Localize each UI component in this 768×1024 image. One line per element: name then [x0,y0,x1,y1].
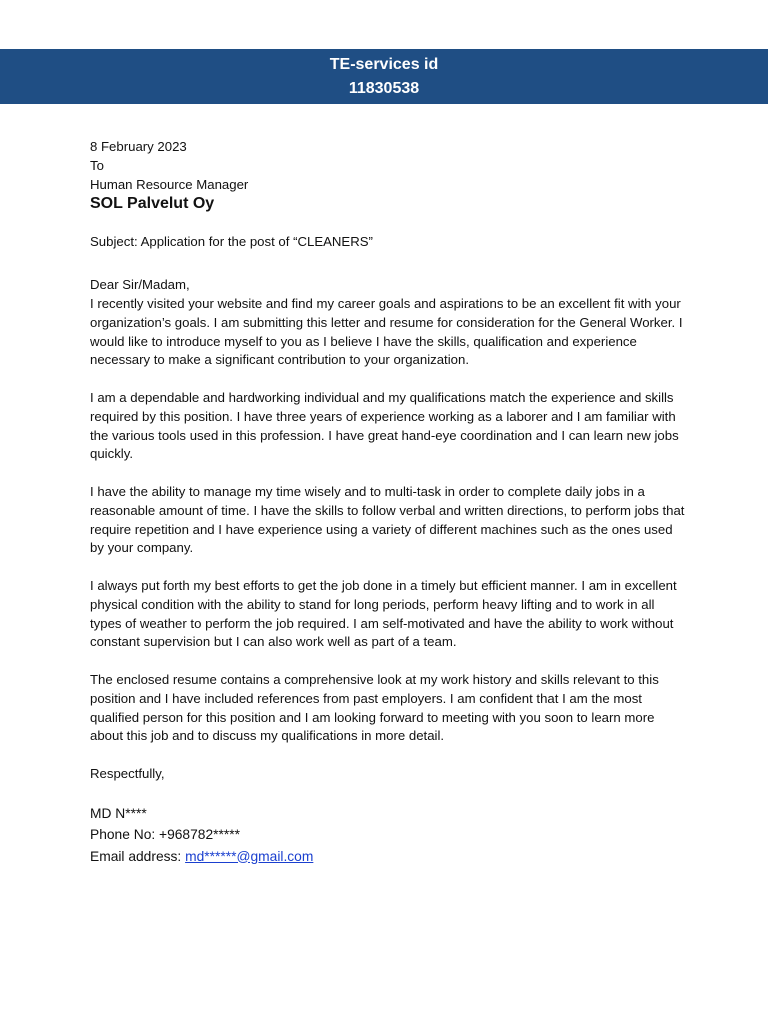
signature-name: MD N**** [90,805,147,821]
letter-to: To [90,157,104,173]
signature-block [90,803,686,868]
recipient-title: Human Resource Manager [90,176,249,192]
greeting: Dear Sir/Madam, [90,277,190,293]
body-paragraph: I recently visited your website and find my career goals and aspirations to be an excellent fit with your organization’s goals. I am submitting this letter and resume for consideration for the General Worker. I would like to introduce myself to you as I believe I have the skills, qualification and experience necessary to make a significant contribution to your organization. [90,295,683,368]
header-service-id: 11830538 [348,80,420,97]
header-banner [0,49,768,104]
body-paragraph: The enclosed resume contains a comprehensive look at my work history and skills relevant to this position and I have included references from past employers. I am confident that I am the most qualified person for this position and I am looking forward to meeting with you soon to learn more about this job and to discuss my qualifications in more detail. [90,671,659,744]
email-link[interactable]: md******@gmail.com [185,848,314,864]
body-paragraph: I have the ability to manage my time wisely and to multi-task in order to complete daily jobs in a reasonable amount of time. I have the skills to follow verbal and written directions, to perform jobs that require repetition and I have experience using a variety of different machines such as the ones used by your company. [90,483,685,556]
email-row [90,846,686,868]
email-label: Email address: [90,848,186,864]
letter-date: 8 February 2023 [90,139,187,154]
header-service-label: TE-services id [329,56,439,73]
phone-number: Phone No: +968782***** [90,827,240,842]
company-name: SOL Palvelut Oy [90,195,215,213]
closing: Respectfully, [90,765,165,781]
cover-letter [90,138,686,867]
body-paragraph: I am a dependable and hardworking individual and my qualifications match the experience and skills required by this position. I have three years of experience working as a laborer and I am familiar with the various tools used in this profession. I have great hand-eye coordination and I can learn new jobs quickly. [90,389,679,462]
body-paragraph: I always put forth my best efforts to get the job done in a timely but efficient manner. I am in excellent physical condition with the ability to stand for long periods, perform heavy lifting and to work in all types of weather to perform the job required. I am self-motivated and have the ability to work without constant supervision but I can also work well as part of a team. [90,577,677,650]
subject-line: Subject: Application for the post of “CLEANERS” [90,234,373,250]
